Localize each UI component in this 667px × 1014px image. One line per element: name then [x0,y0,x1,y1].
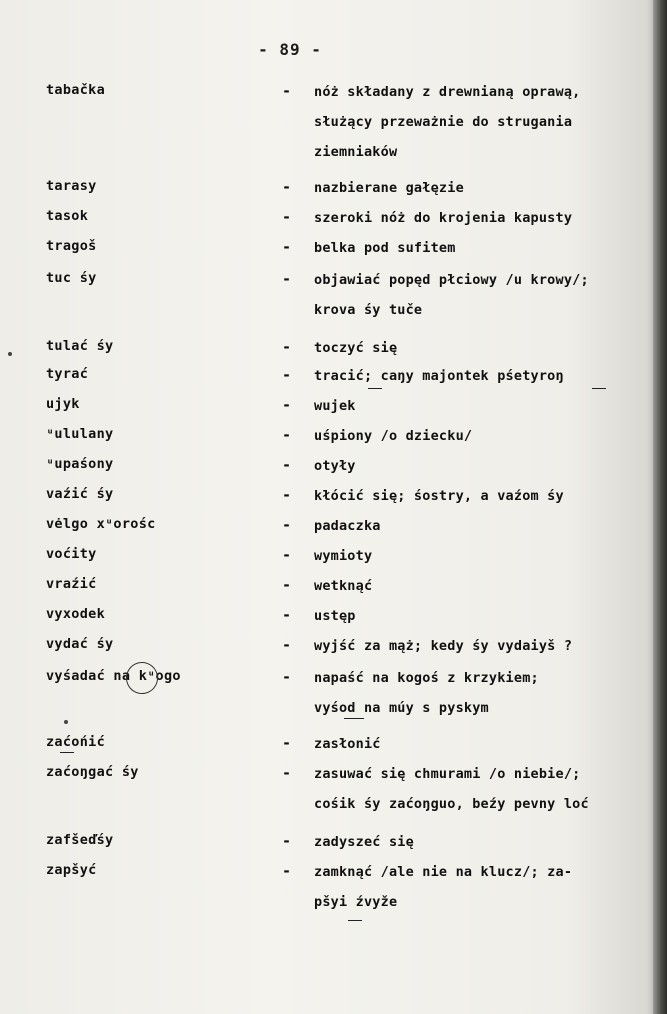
entry-term: ujyk [46,396,80,412]
handwritten-underline-mark [60,752,74,753]
entry-definition [314,486,564,516]
entry-dash: - [282,270,292,288]
entry-definition [314,636,572,666]
entry-term: tuc śy [46,270,97,286]
entry-definition [314,366,564,396]
entry-term: vydać śy [46,636,114,652]
entry-dash: - [282,546,292,564]
entry-term: vyxodek [46,606,105,622]
page-number: - 89 - [258,40,322,59]
entry-definition [314,764,589,824]
entry-dash: - [282,208,292,226]
entry-term: ᵘupaśony [46,456,114,472]
entry-dash: - [282,396,292,414]
definition-line: otyły [314,458,356,474]
entry-definition [314,606,356,636]
definition-line: kłócić się; śostry, a vaźom śy [314,488,564,504]
definition-line: zasłonić [314,736,381,752]
entry-term: tasok [46,208,89,224]
definition-line: tracić; caŋy majontek pśetyroŋ [314,368,564,384]
handwritten-underline-mark [344,718,364,719]
entry-term: tarasy [46,178,97,194]
definition-line: szeroki nóż do krojenia kapusty [314,210,573,226]
handwritten-underline-mark [348,920,362,921]
entry-definition [314,396,356,426]
entry-definition [314,546,372,576]
definition-line: ustęp [314,608,356,624]
entry-definition [314,456,356,486]
entry-dash: - [282,764,292,782]
entry-term: tyrać [46,366,89,382]
entry-dash: - [282,486,292,504]
entry-term: zaćońić [46,734,105,750]
entry-term: tragoš [46,238,97,254]
entry-definition [314,208,572,238]
definition-line: zamknąć /ale nie na klucz/; za- [314,864,573,880]
entry-definition [314,270,589,330]
entry-dash: - [282,668,292,686]
definition-line: wujek [314,398,356,414]
entry-term: zapšyć [46,862,97,878]
entry-dash: - [282,832,292,850]
entry-definition [314,426,472,456]
definition-line: cośik śy zaćoŋguo, beźy pevny loć [314,796,589,812]
entry-definition [314,832,414,862]
entry-dash: - [282,178,292,196]
entry-definition [314,238,456,268]
entry-dash: - [282,606,292,624]
entry-term: vraźić [46,576,97,592]
entry-term: tabačka [46,82,105,98]
definition-line: zadyszeć się [314,834,414,850]
entry-definition [314,734,381,764]
ink-speck [8,352,12,356]
entry-definition [314,338,397,368]
entry-definition [314,576,372,606]
entry-dash: - [282,366,292,384]
entry-dash: - [282,734,292,752]
definition-line: toczyć się [314,340,398,356]
entry-definition [314,668,539,728]
entry-term: vėlgo xᵘorośc [46,516,156,532]
definition-line: padaczka [314,518,381,534]
definition-line: uśpiony /o dziecku/ [314,428,473,444]
entry-term: ᵘululany [46,426,114,442]
definition-line: krova śy tuče [314,302,423,318]
entry-dash: - [282,636,292,654]
definition-line: nóż składany z drewnianą oprawą, [314,84,581,100]
definition-line: wyjść za mąż; kedy śy vydaiyš ? [314,638,573,654]
entry-term: vyśadać na kᵘogo [46,668,181,684]
definition-line: pšyi źvyže [314,894,398,910]
definition-line: belka pod sufitem [314,240,456,256]
definition-line: wymioty [314,548,373,564]
entry-term: tulać śy [46,338,114,354]
entry-term: zafšeďśy [46,832,114,848]
entry-dash: - [282,338,292,356]
definition-line: objawiać popęd płciowy /u krowy/; [314,272,589,288]
definition-line: nazbierane gałęzie [314,180,464,196]
entry-definition [314,862,572,922]
entry-definition [314,178,464,208]
definition-line: vyśod na múy s pyskym [314,700,489,716]
definition-line: napaść na kogoś z krzykiem; [314,670,539,686]
definition-line: wetknąć [314,578,373,594]
entry-definition [314,82,581,172]
handwritten-underline-mark [368,388,382,389]
entry-dash: - [282,238,292,256]
entry-dash: - [282,82,292,100]
entry-term: vaźić śy [46,486,114,502]
handwritten-underline-mark [592,388,606,389]
definition-line: ziemniaków [314,144,398,160]
entry-term: voćity [46,546,97,562]
entry-dash: - [282,426,292,444]
definition-line: zasuwać się chmurami /o niebie/; [314,766,581,782]
entry-dash: - [282,516,292,534]
definition-line: służący przeważnie do strugania [314,114,573,130]
entry-definition [314,516,381,546]
entry-dash: - [282,576,292,594]
ink-speck [64,720,68,724]
entry-term: zaćoŋgać śy [46,764,139,780]
entry-dash: - [282,862,292,880]
entry-dash: - [282,456,292,474]
